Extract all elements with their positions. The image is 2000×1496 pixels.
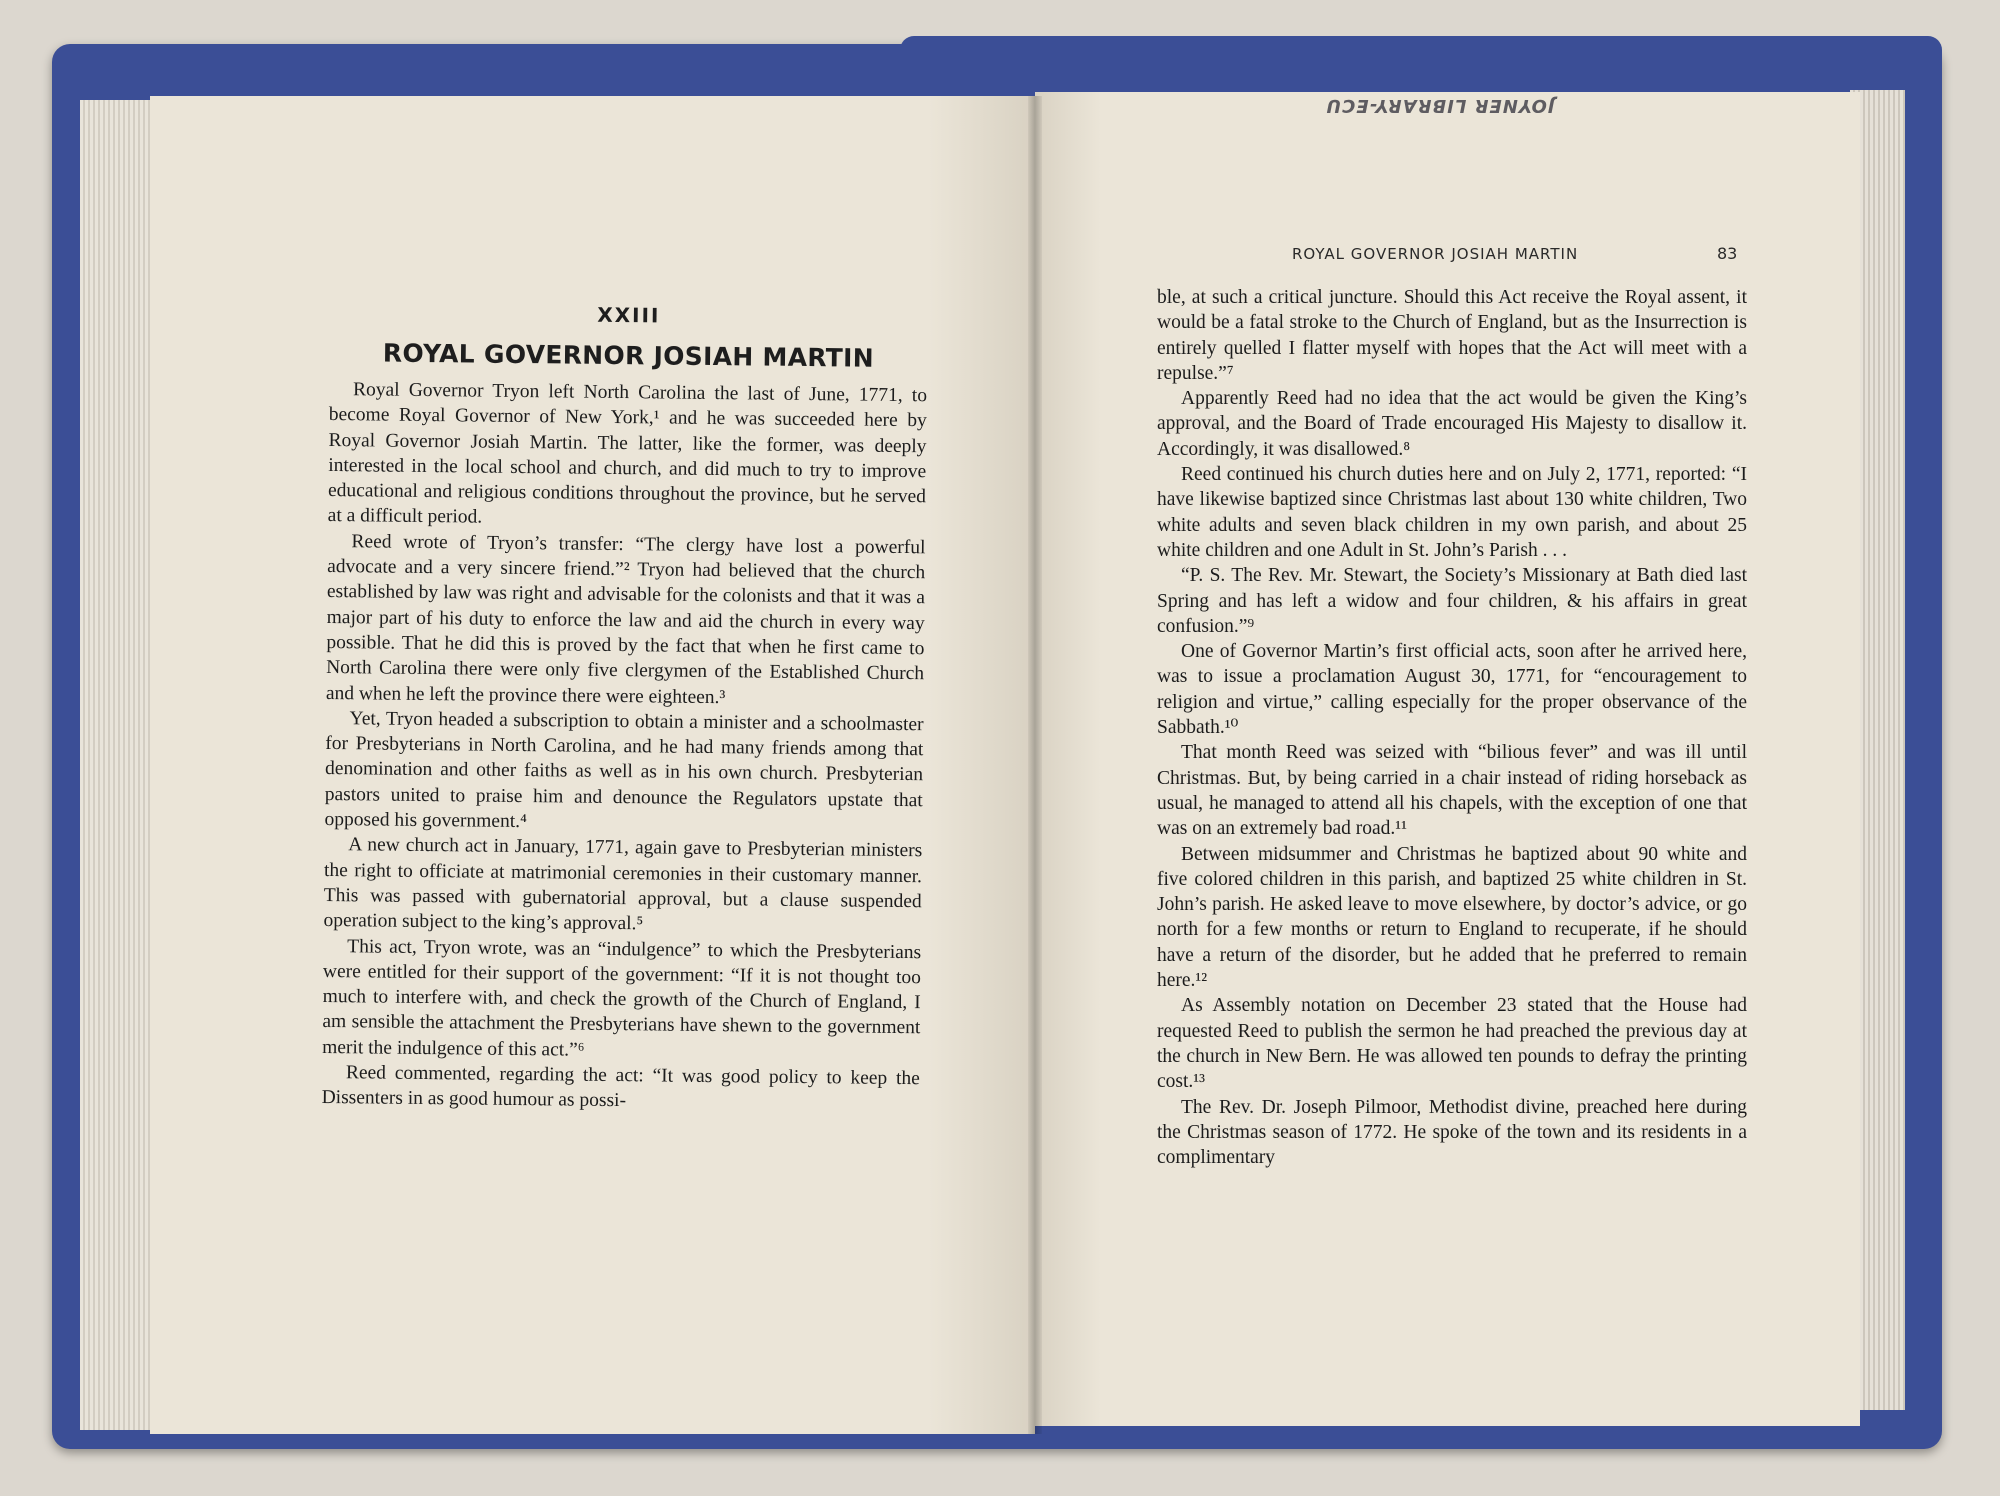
chapter-title: ROYAL GOVERNOR JOSIAH MARTIN	[382, 338, 875, 373]
book-gutter	[1028, 96, 1042, 1434]
book-cover-spine-edge	[900, 36, 1942, 76]
right-paragraph: “P. S. The Rev. Mr. Stewart, the Society’s Missionary at Bath died last Spring and has left a widow and four children, & his affairs in great confusion.”⁹	[1157, 565, 1747, 637]
running-head: ROYAL GOVERNOR JOSIAH MARTIN	[1292, 245, 1579, 263]
right-paragraph: That month Reed was seized with “bilious fever” and was ill until Christmas. But, by being carried in a chair instead of riding horseback as usual, he managed to attend all his chapels, with the exception of one that was on an extremely bad road.¹¹	[1157, 742, 1747, 840]
right-page-text-column	[1157, 245, 1747, 1170]
left-paragraph: A new church act in January, 1771, again gave to Presbyterian ministers the right to officiate at matrimonial ceremonies in their customary manner. This was passed with gubernatorial approval, but a clause suspended operation subject to the king’s approval.⁵	[323, 834, 923, 935]
left-paragraph: Reed commented, regarding the act: “It was good policy to keep the Dissenters in as good humour as possi-	[321, 1062, 920, 1112]
right-paragraph: ble, at such a critical juncture. Should this Act receive the Royal assent, it would be a fatal stroke to the Church of England, but as the Insurrection is entirely quelled I flatter myself with hopes that the Act will meet with a repulse.”⁷	[1157, 287, 1747, 384]
right-paragraph: Apparently Reed had no idea that the act would be given the King’s approval, and the Board of Trade encouraged His Majesty to disallow it. Accordingly, it was disallowed.⁸	[1157, 388, 1747, 460]
left-paragraph: Reed wrote of Tryon’s transfer: “The clergy have lost a powerful advocate and a very sincere friend.”² Tryon had believed that the church established by law was right and advisable for the colonists and that it was a major part of his duty to enforce the law and aid the church in every way possible. That he did this is proved by the fact that when he first came to North Carolina there were only five clergymen of the Established Church and when he left the province there were eighteen.³	[325, 531, 926, 708]
page-number: 83	[1717, 244, 1738, 263]
chapter-number: XXIII	[597, 302, 661, 328]
right-paragraph: One of Governor Martin’s first official acts, soon after he arrived here, was to issue a proclamation August 30, 1771, for “encouragement to religion and virtue,” calling especially for the proper observance of the Sabbath.¹⁰	[1157, 641, 1747, 739]
left-paragraph: Yet, Tryon headed a subscription to obtain a minister and a schoolmaster for Presbyterians in North Carolina, and he had many friends among that denomination and other faiths as well as in his own church. Presbyterian pastors united to praise him and denounce the Regulators upstate that opposed his government.⁴	[324, 708, 924, 833]
left-paragraph: This act, Tryon wrote, was an “indulgence” to which the Presbyterians were entitled for their support of the government: “If it is not thought too much to interfere with, and check the growth of the Church of England, I am sensible the attachment the Presbyterians have shewn to the government merit the indulgence of this act.”⁶	[322, 935, 922, 1061]
right-paragraph: Between midsummer and Christmas he baptized about 90 white and five colored children in this parish, and baptized 25 white children in St. John’s parish. He asked leave to move elsewhere, by doctor’s advice, or go north for a few months or return to England to recuperate, if he should have a return of the disorder, but he added that he preferred to remain here.¹²	[1157, 843, 1747, 992]
left-page-text-column	[322, 300, 928, 1117]
right-paragraph: As Assembly notation on December 23 stated that the House had requested Reed to publish the sermon he had preached the previous day at the church in New Bern. He was allowed ten pounds to defray the printing cost.¹³	[1157, 995, 1747, 1093]
right-paragraph: Reed continued his church duties here and on July 2, 1771, reported: “I have likewise baptized since Christmas last about 130 white children, Two white adults and seven black children in my own parish, and about 25 white children and one Adult in St. John’s Parish . . .	[1157, 464, 1747, 561]
library-stamp: JOYNER LIBRARY-ECU	[1325, 95, 1555, 116]
left-paragraph: Royal Governor Tryon left North Carolina the last of June, 1771, to become Royal Governor of New York,¹ and he was succeeded here by Royal Governor Josiah Martin. The latter, like the former, was deeply interested in the local school and church, and did much to try to improve educational and religious conditions throughout the province, but he served at a difficult period.	[327, 379, 928, 529]
right-paragraph: The Rev. Dr. Joseph Pilmoor, Methodist divine, preached here during the Christmas season of 1772. He spoke of the town and its residents in a complimentary	[1157, 1096, 1747, 1169]
